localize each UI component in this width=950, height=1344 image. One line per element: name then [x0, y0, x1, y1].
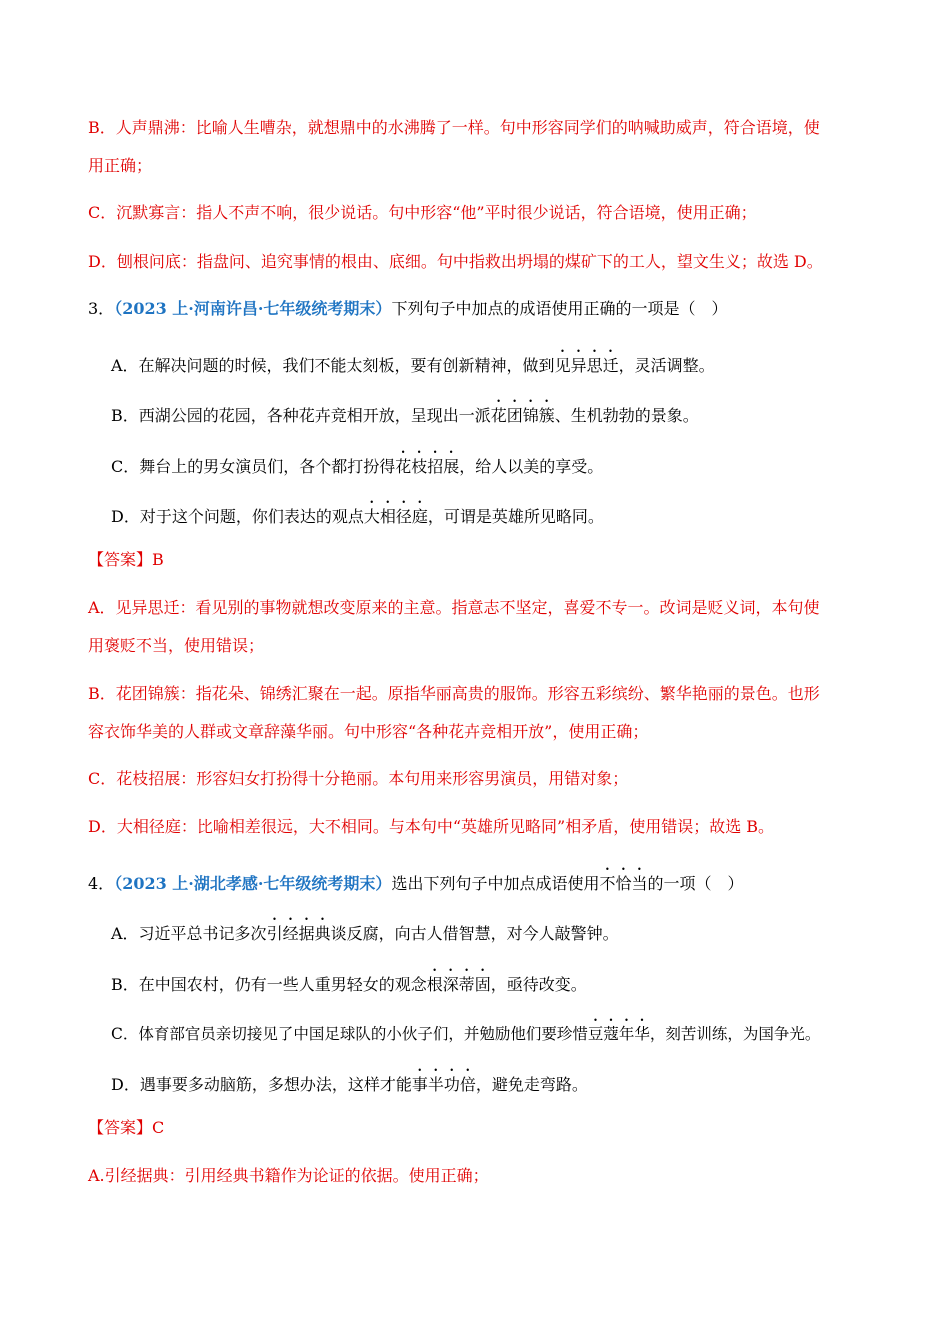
question-stem: 下列句子中加点的成语使用正确的一项是（ ）: [391, 299, 728, 318]
dotted-idiom: 豆蔻年华: [587, 1025, 650, 1043]
question-source: （2023 上·河南许昌·七年级统考期末）: [114, 299, 392, 318]
option-c: [111, 448, 603, 478]
option-text: ，给人以美的享受。: [459, 457, 604, 476]
explanation-line: 用褒贬不当，使用错误；: [88, 636, 265, 655]
dotted-idiom: 花团锦簇: [490, 406, 555, 425]
option-text: ，避免走弯路。: [475, 1075, 588, 1094]
option-text: D．遇事要多动脑筋，多想办法，这样才能: [111, 1075, 412, 1094]
option-text: ，刻苦训练，为国争光。: [649, 1025, 821, 1043]
dotted-idiom: 引经据典: [266, 924, 331, 943]
question-4-header: [88, 865, 743, 895]
question-3-header: [88, 298, 727, 320]
question-source: （2023 上·湖北孝感·七年级统考期末）: [114, 874, 392, 893]
option-text: 、生机勃勃的景象。: [554, 406, 699, 425]
explanation-line: A.引经据典：引用经典书籍作为论证的依据。使用正确；: [88, 1166, 489, 1185]
option-b: [111, 966, 587, 996]
option-a: [111, 915, 619, 945]
question-stem: 的一项（ ）: [647, 874, 744, 893]
dotted-idiom: 大相径庭: [363, 507, 428, 526]
explanation-line: 用正确；: [88, 156, 153, 175]
explanation-line: C．花枝招展：形容妇女打扮得十分艳丽。本句用来形容男演员，用错对象；: [88, 769, 629, 788]
explanation-line: D．大相径庭：比喻相差很远，大不相同。与本句中“英雄所见略同”相矛盾，使用错误；故选 B。: [88, 817, 775, 836]
option-text: ，亟待改变。: [490, 975, 587, 994]
dotted-word: 不恰当: [599, 874, 648, 893]
option-text: D．对于这个问题，你们表达的观点: [111, 507, 364, 526]
dotted-idiom: 根深蒂固: [426, 975, 491, 994]
option-text: B．在中国农村，仍有一些人重男轻女的观念: [111, 975, 427, 994]
answer-label: 【答案】B: [88, 550, 164, 569]
question-number: 3．: [88, 299, 115, 318]
option-c: [111, 1016, 820, 1045]
explanation-line: 容衣饰华美的人群或文章辞藻华丽。句中形容“各种花卉竞相开放”，使用正确；: [88, 722, 649, 741]
answer-label: 【答案】C: [88, 1118, 165, 1137]
dotted-idiom: 花枝招展: [395, 457, 460, 476]
option-text: ，灵活调整。: [618, 356, 715, 375]
explanation-line: B．花团锦簇：指花朵、锦绣汇聚在一起。原指华丽高贵的服饰。形容五彩缤纷、繁华艳丽的景色。也形: [88, 684, 820, 703]
explanation-line: B．人声鼎沸：比喻人生嘈杂，就想鼎中的水沸腾了一样。句中形容同学们的呐喊助威声，符合语境，使: [88, 118, 820, 137]
explanation-line: C．沉默寡言：指人不声不响，很少说话。句中形容“他”平时很少说话，符合语境，使用正确；: [88, 203, 757, 222]
option-d: [111, 1066, 588, 1096]
option-text: A．在解决问题的时候，我们不能太刻板，要有创新精神，做到: [111, 356, 555, 375]
option-text: ，可谓是英雄所见略同。: [427, 507, 604, 526]
dotted-idiom: 事半功倍: [411, 1075, 476, 1094]
option-d: [111, 498, 604, 528]
question-number: 4．: [88, 874, 115, 893]
option-a: [111, 347, 715, 377]
question-stem: 选出下列句子中加点成语使用: [391, 874, 600, 893]
option-text: C．体育部官员亲切接见了中国足球队的小伙子们，并勉励他们要珍惜: [111, 1025, 588, 1043]
option-text: B．西湖公园的花园，各种花卉竞相开放，呈现出一派: [111, 406, 491, 425]
option-b: [111, 397, 699, 427]
explanation-line: D．刨根问底：指盘问、追究事情的根由、底细。句中指救出坍塌的煤矿下的工人，望文生义；故选 D。: [88, 252, 823, 271]
option-text: C．舞台上的男女演员们，各个都打扮得: [111, 457, 396, 476]
option-text: 谈反腐，向古人借智慧，对今人敲警钟。: [330, 924, 619, 943]
dotted-idiom: 见异思迁: [554, 356, 619, 375]
option-text: A．习近平总书记多次: [111, 924, 267, 943]
explanation-line: A．见异思迁：看见别的事物就想改变原来的主意。指意志不坚定，喜爱不专一。改词是贬义词，本句使: [88, 598, 820, 617]
